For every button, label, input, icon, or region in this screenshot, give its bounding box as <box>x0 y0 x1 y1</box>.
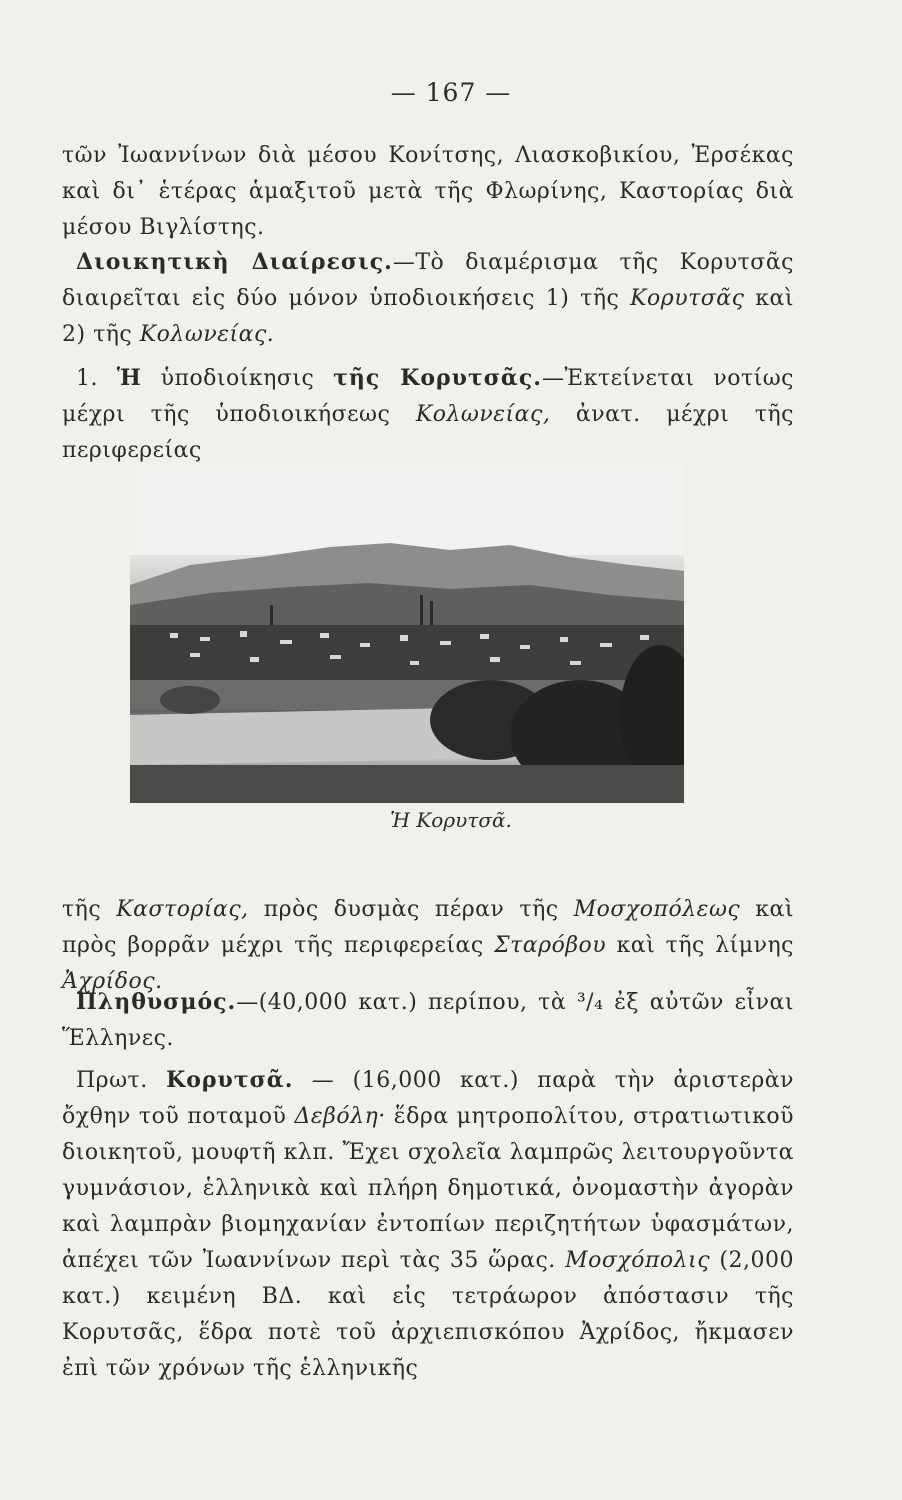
p5-text-2: — (16,000 κατ.) παρὰ τὴν ἀριστερὰν ὄχθην τοῦ ποταμοῦ <box>62 1068 795 1129</box>
p3-stavrovo: Σταρόβου <box>494 933 607 958</box>
paragraph-routes: τῶν Ἰωαννίνων διὰ μέσου Κονίτσης, Λιασκοβικίου, Ἐρσέκας καὶ δι᾿ ἑτέρας ἁμαξιτοῦ μετὰ τῆς Φλωρίνης, Καστορίας διὰ μέσου Βιγλίστης. <box>62 143 794 240</box>
paragraph-administrative-division <box>62 244 794 353</box>
page-number: — 167 — <box>390 78 512 107</box>
p5-text-3: ἕδρα μητροπολίτου, στρατιωτικοῦ διοικητοῦ, μουφτῆ κλπ. Ἔχει σχολεῖα λαμπρῶς λειτουργοῦντα γυμνάσιον, ἑλληνικὰ καὶ πλήρη δημοτικά, ὀνομαστὴν ἀγορὰν καὶ λαμπρὰν βιομηχανίαν ἐντοπίων περιζητήτων ὑφασμάτων, ἀπέχει τῶν Ἰωαννίνων περὶ τὰς 35 ὥρας. <box>62 1104 794 1273</box>
paragraph-subprefecture-korytsa <box>62 360 794 469</box>
p5-moschopolis: Μοσχόπολις <box>565 1248 711 1273</box>
p3-achrida: Ἀχρίδος. <box>62 969 163 994</box>
p3-kastoria: Καστορίας, <box>116 897 249 922</box>
sub-number: 1. <box>76 366 98 391</box>
sub-heading-korytsa: τῆς Κορυτσᾶς. <box>333 365 542 391</box>
sub-text-2: —Ἐκτείνεται νοτίως μέχρι τῆς ὑποδιοικήσεως <box>62 366 794 427</box>
admin-text-1: —Τὸ διαμέρισμα τῆς Κορυτσᾶς διαιρεῖται εἰς δύο μόνον ὑποδιοικήσεις 1) τῆς <box>62 250 794 311</box>
korytsa-photograph <box>130 465 684 803</box>
population-text: —(40,000 κατ.) περίπου, τὰ ³/₄ ἐξ αὐτῶν εἶναι Ἕλληνες. <box>62 990 794 1051</box>
p5-text-4: (2,000 κατ.) κειμένη ΒΔ. καὶ εἰς τετράωρον ἀπόστασιν τῆς Κορυτσᾶς, ἕδρα ποτὲ τοῦ ἀρχιεπισκόπου Ἀχρίδος, ἤκμασεν ἐπὶ τῶν χρόνων τῆς ἑλληνικῆς <box>62 1248 794 1381</box>
paragraph-population <box>62 984 794 1057</box>
admin-kolonia: Κολωνείας. <box>139 322 275 347</box>
admin-division-heading: Διοικητικὴ Διαίρεσις. <box>76 249 393 275</box>
p3-text-1: τῆς <box>62 897 117 922</box>
sub-kolonia: Κολωνείας, <box>415 402 551 427</box>
p3-moschopolis: Μοσχοπόλεως <box>573 897 741 922</box>
sub-text-3: ἀνατ. μέχρι τῆς περιφερείας <box>62 402 794 463</box>
paragraph-capital <box>62 1062 794 1387</box>
admin-korytsa: Κορυτσᾶς <box>630 286 745 311</box>
sub-text-1: ὑποδιοίκησις <box>141 366 334 391</box>
p3-text-2: πρὸς δυσμὰς πέραν τῆς <box>248 897 574 922</box>
p5-devoli: Δεβόλη· <box>294 1104 386 1129</box>
p5-text-1: Πρωτ. <box>76 1068 167 1093</box>
p3-text-3: καὶ πρὸς βορρᾶν μέχρι τῆς περιφερείας <box>62 897 795 958</box>
photo-caption: Ἡ Κορυτσᾶ. <box>390 808 512 832</box>
photo-graphic <box>130 465 684 803</box>
admin-text-2: καὶ 2) τῆς <box>62 286 794 347</box>
p3-text-4: καὶ τῆς λίμνης <box>606 933 794 958</box>
sub-heading-h: Ἡ <box>116 365 142 391</box>
population-heading: Πληθυσμός. <box>76 989 237 1015</box>
p5-korytsa: Κορυτσᾶ. <box>166 1067 294 1093</box>
